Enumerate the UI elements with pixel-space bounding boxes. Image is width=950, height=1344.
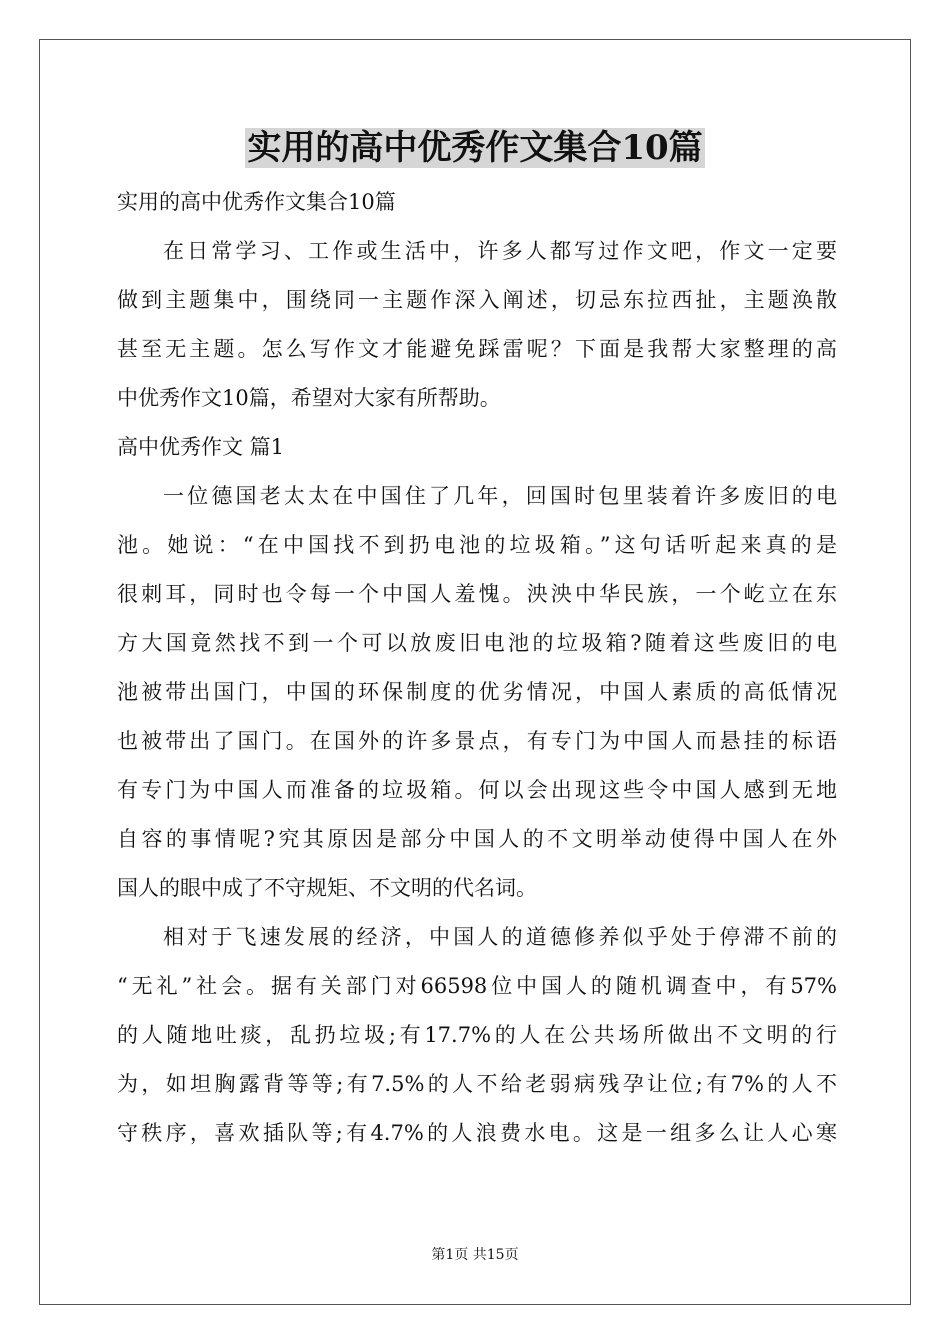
text-line: 也被带出了国门。在国外的许多景点，有专门为中国人而悬挂的标语 xyxy=(117,729,837,753)
text-line: 在日常学习、工作或生活中，许多人都写过作文吧，作文一定要 xyxy=(163,239,837,263)
text-line: 为，如坦胸露背等等;有7.5%的人不给老弱病残孕让位;有7%的人不 xyxy=(117,1072,837,1096)
text-line: 方大国竟然找不到一个可以放废旧电池的垃圾箱?随着这些废旧的电 xyxy=(117,631,837,655)
text-line: 相对于飞速发展的经济，中国人的道德修养似乎处于停滞不前的 xyxy=(163,925,837,949)
text-line: 池。她说：“在中国找不到扔电池的垃圾箱。”这句话听起来真的是 xyxy=(117,533,837,557)
text-line: 甚至无主题。怎么写作文才能避免踩雷呢？下面是我帮大家整理的高 xyxy=(117,337,837,361)
text-line: 守秩序，喜欢插队等;有4.7%的人浪费水电。这是一组多么让人心寒 xyxy=(117,1121,837,1145)
text-line: 有专门为中国人而准备的垃圾箱。何以会出现这些令中国人感到无地 xyxy=(117,778,837,802)
text-line: 自容的事情呢?究其原因是部分中国人的不文明举动使得中国人在外 xyxy=(117,827,837,851)
text-line: “无礼”社会。据有关部门对66598位中国人的随机调查中，有57% xyxy=(117,974,837,998)
text-line: 的人随地吐痰，乱扔垃圾;有17.7%的人在公共场所做出不文明的行 xyxy=(117,1023,837,1047)
document-title: 实用的高中优秀作文集合10篇 xyxy=(247,128,703,168)
text-line: 中优秀作文10篇，希望对大家有所帮助。 xyxy=(117,386,501,410)
title-container xyxy=(0,128,950,168)
text-line: 池被带出国门，中国的环保制度的优劣情况，中国人素质的高低情况 xyxy=(117,680,837,704)
text-line: 做到主题集中，围绕同一主题作深入阐述，切忌东拉西扯，主题涣散 xyxy=(117,288,837,312)
text-line: 国人的眼中成了不守规矩、不文明的代名词。 xyxy=(117,876,537,900)
document-body xyxy=(117,178,837,1158)
section-heading: 实用的高中优秀作文集合10篇 xyxy=(117,190,396,214)
section-heading: 高中优秀作文 篇1 xyxy=(117,435,285,459)
text-line: 一位德国老太太在中国住了几年，回国时包里装着许多废旧的电 xyxy=(163,484,837,508)
page-footer: 第1页 共15页 xyxy=(431,1247,519,1263)
text-line: 很刺耳，同时也令每一个中国人羞愧。泱泱中华民族，一个屹立在东 xyxy=(117,582,837,606)
